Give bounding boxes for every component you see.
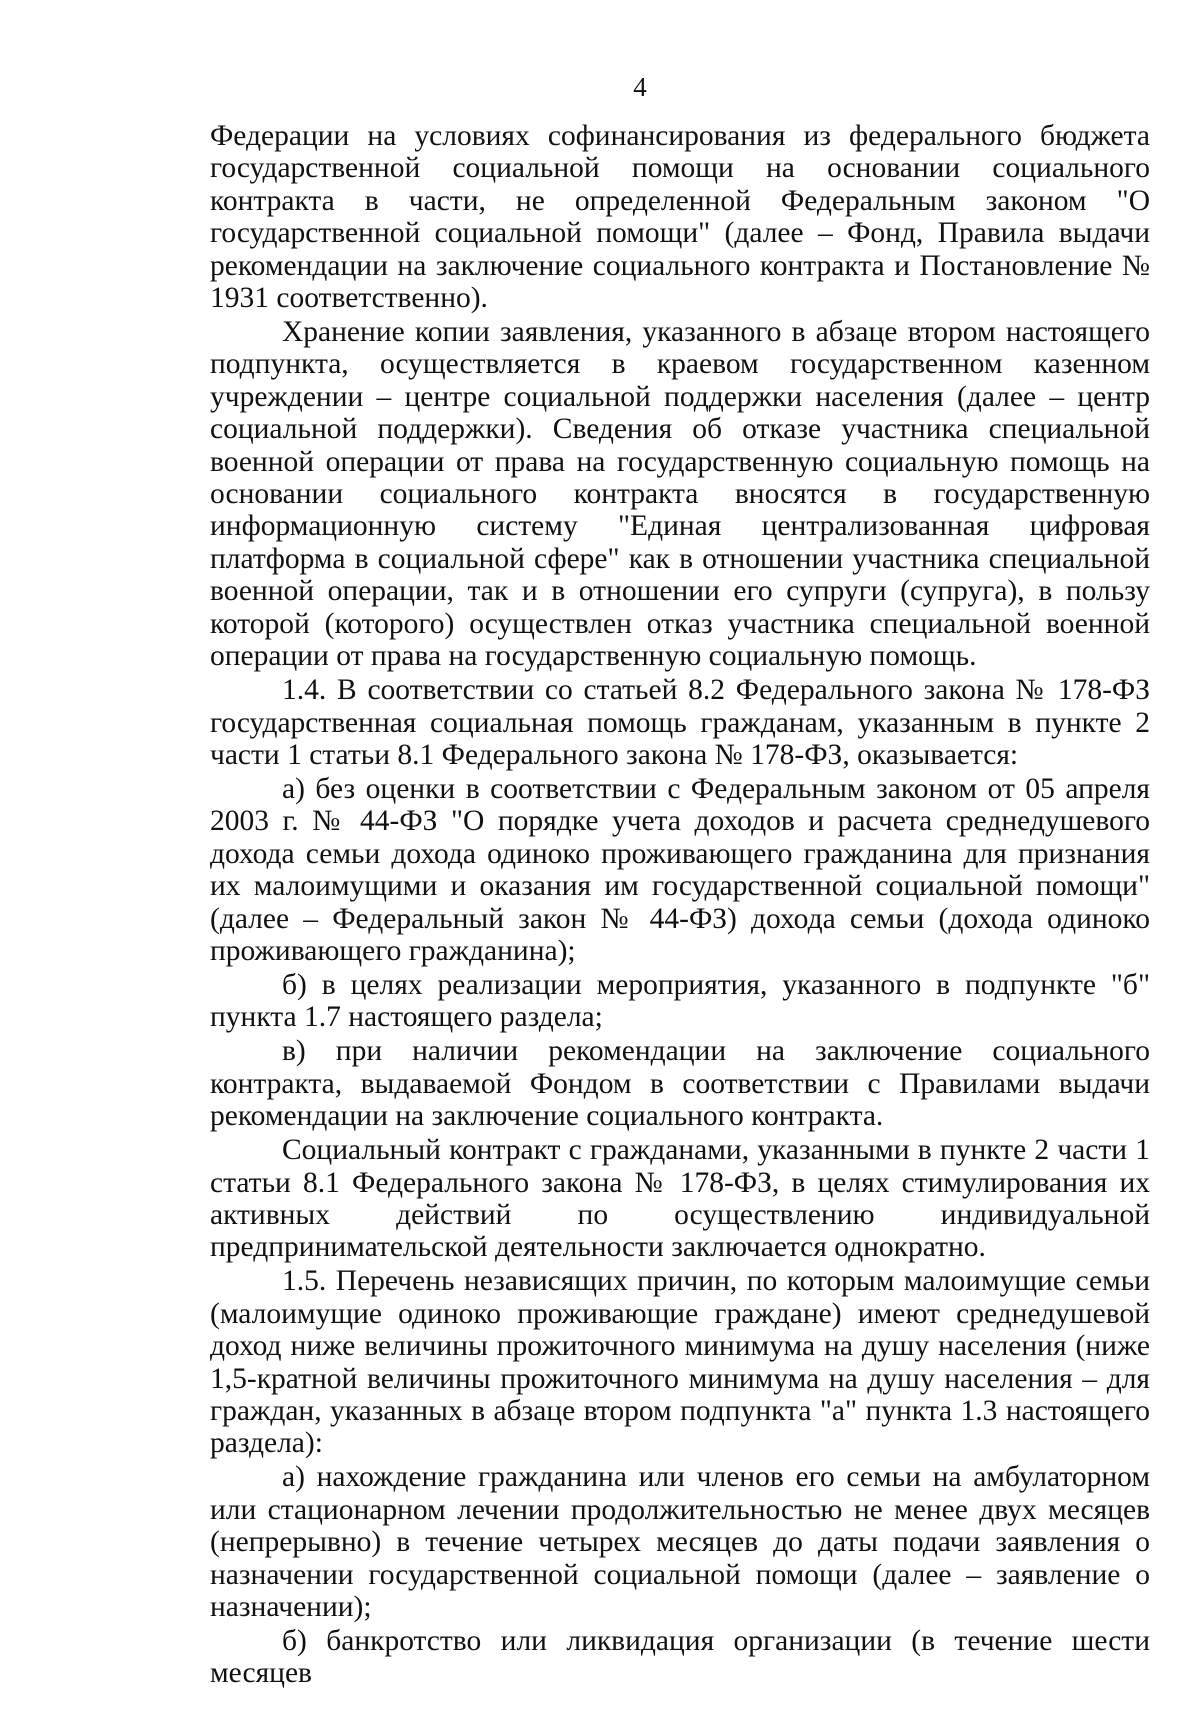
paragraph-storage-of-application: Хранение копии заявления, указанного в абзаце втором настоящего подпункта, осуществляется в краевом государственном казенном учреждении – центре социальной поддержки населения (далее – центр социальной поддержки). Сведения об отказе участника специальной военной операции от права на государственную социальную помощь на основании социального контракта вносятся в государственную информационную систему "Единая централизованная цифровая платформа в социальной сфере" как в отношении участника специальной военной операции, так и в отношении его супруги (супруга), в пользу которой (которого) осуществлен отказ участника специальной военной операции от права на государственную социальную помощь.: [210, 316, 1150, 673]
document-body: [210, 120, 1150, 1691]
paragraph-1-4-b: б) в целях реализации мероприятия, указанного в подпункте "б" пункта 1.7 настоящего раздела;: [210, 968, 1150, 1034]
paragraph-1-5-a: а) нахождение гражданина или членов его семьи на амбулаторном или стационарном лечении продолжительностью не менее двух месяцев (непрерывно) в течение четырех месяцев до даты подачи заявления о назначении государственной социальной помощи (далее – заявление о назначении);: [210, 1461, 1150, 1624]
paragraph-1-5: 1.5. Перечень независящих причин, по которым малоимущие семьи (малоимущие одиноко проживающие граждане) имеют среднедушевой доход ниже величины прожиточного минимума на душу населения (ниже 1,5-кратной величины прожиточного минимума на душу населения – для граждан, указанных в абзаце втором подпункта "а" пункта 1.3 настоящего раздела):: [210, 1265, 1150, 1460]
paragraph-1-4-v: в) при наличии рекомендации на заключение социального контракта, выдаваемой Фондом в соответствии с Правилами выдачи рекомендации на заключение социального контракта.: [210, 1035, 1150, 1133]
paragraph-1-5-b: б) банкротство или ликвидация организации (в течение шести месяцев: [210, 1625, 1150, 1690]
page-number: 4: [633, 72, 647, 102]
paragraph-continuation: Федерации на условиях софинансирования из федерального бюджета государственной социальной помощи на основании социального контракта в части, не определенной Федеральным законом "О государственной социальной помощи" (далее – Фонд, Правила выдачи рекомендации на заключение социального контракта и Постановление № 1931 соответственно).: [210, 120, 1150, 315]
paragraph-social-contract-once: Социальный контракт с гражданами, указанными в пункте 2 части 1 статьи 8.1 Федерального закона № 178-ФЗ, в целях стимулирования их активных действий по осуществлению индивидуальной предпринимательской деятельности заключается однократно.: [210, 1134, 1150, 1264]
paragraph-1-4: 1.4. В соответствии со статьей 8.2 Федерального закона № 178-ФЗ государственная социальная помощь гражданам, указанным в пункте 2 части 1 статьи 8.1 Федерального закона № 178-ФЗ, оказывается:: [210, 674, 1150, 771]
paragraph-1-4-a: а) без оценки в соответствии с Федеральным законом от 05 апреля 2003 г. № 44-ФЗ "О порядке учета доходов и расчета среднедушевого дохода семьи дохода одиноко проживающего гражданина для признания их малоимущими и оказания им государственной социальной помощи" (далее – Федеральный закон № 44-ФЗ) дохода семьи (дохода одиноко проживающего гражданина);: [210, 772, 1150, 967]
